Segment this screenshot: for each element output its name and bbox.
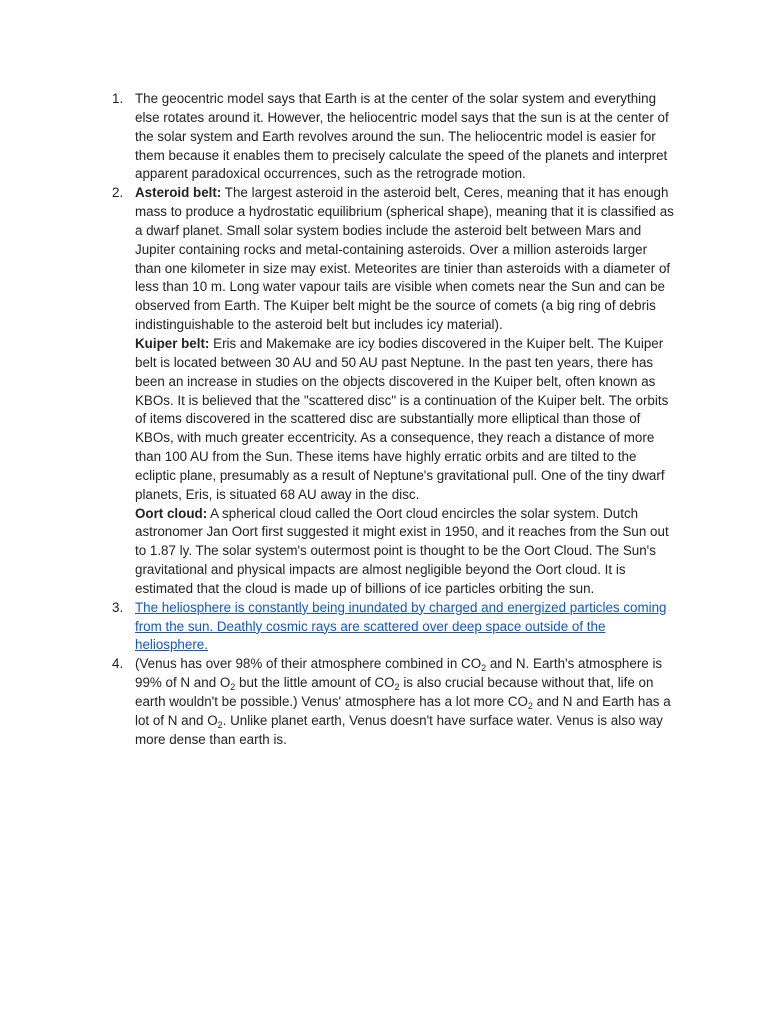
list-item-2	[0, 184, 675, 599]
list-number: 4.	[112, 656, 124, 672]
subscript-two: 2	[217, 719, 223, 730]
list-item-3	[0, 599, 675, 656]
venus-text-part: (Venus has over 98% of their atmosphere combined in CO	[135, 656, 482, 672]
venus-text-part: . Unlike planet earth, Venus doesn't have surface water. Venus is also way more dense than earth is.	[135, 712, 663, 747]
oort-cloud-heading: Oort cloud:	[135, 505, 208, 521]
list-number: 3.	[112, 599, 124, 615]
asteroid-belt-heading: Asteroid belt:	[135, 185, 222, 201]
subscript-two: 2	[527, 701, 533, 711]
subscript-two: 2	[481, 663, 487, 674]
list-item-1	[0, 90, 675, 184]
oort-cloud-text: A spherical cloud called the Oort cloud encircles the solar system. Dutch astronomer Jan Oort first suggested it might exist in 1950, and it reaches from the Sun out to 1.87 ly. The solar system's outermost point is thought to be the Oort Cloud. The Sun's gravitational and physical impacts are almost negligible beyond the Oort cloud. It is estimated that the cloud is made up of billions of ice particles orbiting the sun.	[135, 505, 669, 596]
venus-paragraph	[135, 655, 675, 749]
heliosphere-link[interactable]: The heliosphere is constantly being inundated by charged and energized particles coming from the sun. Deathly cosmic rays are scattered over deep space outside of the heliosphere.	[135, 599, 667, 653]
venus-text-part: is also crucial because without that, life on earth wouldn't be possible.) Venus' atmosphere has a lot more CO	[135, 675, 654, 709]
kuiper-belt-text: Eris and Makemake are icy bodies discovered in the Kuiper belt. The Kuiper belt is located between 30 AU and 50 AU past Neptune. In the past ten years, there has been an increase in studies on the objects discovered in the Kuiper belt, often known as KBOs. It is believed that the "scattered disc" is a continuation of the Kuiper belt. The orbits of items discovered in the scattered disc are substantially more elliptical than those of KBOs, with much greater eccentricity. As a consequence, they reach a distance of more than 100 AU from the Sun. These items have highly erratic orbits and are tilted to the ecliptic plane, presumably as a result of Neptune's gravitational pull. One of the tiny dwarf planets, Eris, is situated 68 AU away in the disc.	[135, 335, 669, 502]
kuiper-belt-paragraph	[135, 335, 675, 505]
venus-text-part: but the little amount of CO	[235, 675, 395, 691]
venus-text-part: and N. Earth's atmosphere is 99% of N and O	[135, 656, 663, 691]
kuiper-belt-heading: Kuiper belt:	[135, 335, 210, 351]
asteroid-belt-paragraph	[135, 184, 675, 335]
list-number: 2.	[112, 185, 124, 201]
list-item-4	[0, 655, 675, 749]
numbered-list	[0, 90, 768, 750]
asteroid-belt-text: The largest asteroid in the asteroid belt, Ceres, meaning that it has enough mass to produce a hydrostatic equilibrium (spherical shape), meaning that it is classified as a dwarf planet. Small solar system bodies include the asteroid belt between Mars and Jupiter containing rocks and metal-containing asteroids. Over a million asteroids larger than one kilometer in size may exist. Meteorites are tinier than asteroids with a diameter of less than 10 m. Long water vapour tails are visible when comets near the Sun and can be observed from Earth. The Kuiper belt might be the source of comets (a big ring of debris indistinguishable to the asteroid belt but includes icy material).	[135, 185, 674, 333]
subscript-two: 2	[230, 682, 236, 693]
subscript-two: 2	[394, 682, 400, 693]
geocentric-paragraph: The geocentric model says that Earth is at the center of the solar system and everything else rotates around it. However, the heliocentric model says that the sun is at the center of the solar system and Earth revolves around the sun. The heliocentric model is easier for them because it enables them to precisely calculate the speed of the planets and interpret apparent paradoxical occurrences, such as the retrograde motion.	[135, 91, 669, 182]
venus-text-part: and N and Earth has a lot of N and O	[135, 694, 671, 728]
list-number: 1.	[112, 91, 124, 106]
oort-cloud-paragraph	[135, 505, 675, 599]
heliosphere-paragraph	[135, 599, 675, 656]
